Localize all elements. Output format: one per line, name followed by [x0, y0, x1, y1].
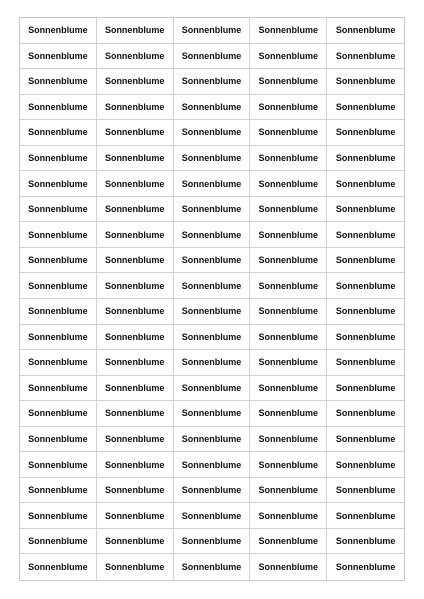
label-cell: Sonnenblume	[174, 478, 251, 504]
label-cell: Sonnenblume	[97, 299, 174, 325]
label-cell: Sonnenblume	[174, 248, 251, 274]
label-cell: Sonnenblume	[250, 478, 327, 504]
label-cell: Sonnenblume	[327, 146, 404, 172]
label-cell: Sonnenblume	[20, 350, 97, 376]
label-cell: Sonnenblume	[20, 554, 97, 580]
label-cell: Sonnenblume	[174, 146, 251, 172]
label-cell: Sonnenblume	[327, 120, 404, 146]
label-cell: Sonnenblume	[97, 273, 174, 299]
label-cell: Sonnenblume	[97, 503, 174, 529]
label-cell: Sonnenblume	[250, 273, 327, 299]
label-grid	[20, 18, 404, 580]
label-cell: Sonnenblume	[97, 401, 174, 427]
label-cell: Sonnenblume	[250, 120, 327, 146]
label-cell: Sonnenblume	[174, 299, 251, 325]
label-cell: Sonnenblume	[250, 554, 327, 580]
label-cell: Sonnenblume	[327, 427, 404, 453]
label-cell: Sonnenblume	[327, 401, 404, 427]
label-cell: Sonnenblume	[20, 529, 97, 555]
label-cell: Sonnenblume	[174, 95, 251, 121]
label-cell: Sonnenblume	[97, 146, 174, 172]
label-cell: Sonnenblume	[250, 18, 327, 44]
label-cell: Sonnenblume	[20, 171, 97, 197]
label-cell: Sonnenblume	[250, 427, 327, 453]
label-cell: Sonnenblume	[174, 554, 251, 580]
label-cell: Sonnenblume	[174, 273, 251, 299]
label-cell: Sonnenblume	[20, 222, 97, 248]
label-cell: Sonnenblume	[97, 222, 174, 248]
label-cell: Sonnenblume	[250, 197, 327, 223]
label-cell: Sonnenblume	[327, 69, 404, 95]
label-cell: Sonnenblume	[250, 248, 327, 274]
label-cell: Sonnenblume	[327, 171, 404, 197]
label-cell: Sonnenblume	[174, 325, 251, 351]
label-cell: Sonnenblume	[327, 44, 404, 70]
label-cell: Sonnenblume	[327, 197, 404, 223]
label-cell: Sonnenblume	[97, 171, 174, 197]
label-cell: Sonnenblume	[250, 376, 327, 402]
label-cell: Sonnenblume	[174, 452, 251, 478]
label-cell: Sonnenblume	[20, 44, 97, 70]
label-cell: Sonnenblume	[174, 222, 251, 248]
label-cell: Sonnenblume	[20, 325, 97, 351]
label-cell: Sonnenblume	[97, 478, 174, 504]
label-cell: Sonnenblume	[327, 95, 404, 121]
label-cell: Sonnenblume	[335, 562, 396, 573]
label-cell: Sonnenblume	[174, 350, 251, 376]
label-cell: Sonnenblume	[20, 273, 97, 299]
label-cell: Sonnenblume	[97, 95, 174, 121]
label-cell: Sonnenblume	[250, 222, 327, 248]
label-cell: Sonnenblume	[174, 44, 251, 70]
label-cell: Sonnenblume	[327, 529, 404, 555]
label-cell: Sonnenblume	[174, 503, 251, 529]
label-cell: Sonnenblume	[20, 299, 97, 325]
label-cell: Sonnenblume	[20, 478, 97, 504]
label-cell: Sonnenblume	[97, 325, 174, 351]
label-cell: Sonnenblume	[327, 299, 404, 325]
label-cell: Sonnenblume	[327, 503, 404, 529]
label-cell: Sonnenblume	[327, 248, 404, 274]
label-cell: Sonnenblume	[250, 299, 327, 325]
label-cell: Sonnenblume	[174, 427, 251, 453]
label-cell: Sonnenblume	[97, 376, 174, 402]
label-cell: Sonnenblume	[174, 18, 251, 44]
label-cell: Sonnenblume	[174, 197, 251, 223]
label-sheet	[19, 17, 405, 581]
label-cell: Sonnenblume	[250, 325, 327, 351]
label-cell: Sonnenblume	[174, 401, 251, 427]
label-cell: Sonnenblume	[174, 120, 251, 146]
label-cell: Sonnenblume	[97, 529, 174, 555]
label-cell: Sonnenblume	[327, 452, 404, 478]
label-cell: Sonnenblume	[327, 478, 404, 504]
label-cell: Sonnenblume	[327, 325, 404, 351]
label-cell: Sonnenblume	[327, 273, 404, 299]
label-cell: Sonnenblume	[97, 427, 174, 453]
label-cell: Sonnenblume	[20, 427, 97, 453]
label-cell: Sonnenblume	[250, 503, 327, 529]
label-cell: Sonnenblume	[20, 95, 97, 121]
label-cell: Sonnenblume	[20, 503, 97, 529]
label-cell: Sonnenblume	[250, 401, 327, 427]
label-cell: Sonnenblume	[97, 120, 174, 146]
label-cell: Sonnenblume	[20, 452, 97, 478]
label-cell: Sonnenblume	[174, 529, 251, 555]
label-cell: Sonnenblume	[97, 452, 174, 478]
label-cell: Sonnenblume	[327, 18, 404, 44]
label-cell: Sonnenblume	[20, 146, 97, 172]
label-cell: Sonnenblume	[97, 554, 174, 580]
label-cell: Sonnenblume	[97, 350, 174, 376]
label-cell: Sonnenblume	[327, 350, 404, 376]
label-cell: Sonnenblume	[250, 146, 327, 172]
label-cell: Sonnenblume	[97, 69, 174, 95]
label-cell: Sonnenblume	[97, 248, 174, 274]
label-cell: Sonnenblume	[97, 197, 174, 223]
label-cell: Sonnenblume	[327, 222, 404, 248]
label-cell: Sonnenblume	[250, 95, 327, 121]
label-cell: Sonnenblume	[20, 248, 97, 274]
label-cell: Sonnenblume	[174, 376, 251, 402]
label-cell: Sonnenblume	[97, 18, 174, 44]
label-cell: Sonnenblume	[20, 376, 97, 402]
label-cell: Sonnenblume	[250, 171, 327, 197]
label-cell: Sonnenblume	[20, 197, 97, 223]
label-cell: Sonnenblume	[327, 376, 404, 402]
label-cell: Sonnenblume	[20, 120, 97, 146]
label-cell: Sonnenblume	[174, 69, 251, 95]
label-cell: Sonnenblume	[250, 452, 327, 478]
label-cell: Sonnenblume	[20, 401, 97, 427]
label-cell: Sonnenblume	[250, 529, 327, 555]
label-cell: Sonnenblume	[250, 350, 327, 376]
label-cell: Sonnenblume	[250, 69, 327, 95]
label-cell: Sonnenblume	[20, 18, 97, 44]
label-cell: Sonnenblume	[97, 44, 174, 70]
label-cell: Sonnenblume	[20, 69, 97, 95]
label-cell: Sonnenblume	[174, 171, 251, 197]
label-cell: Sonnenblume	[250, 44, 327, 70]
